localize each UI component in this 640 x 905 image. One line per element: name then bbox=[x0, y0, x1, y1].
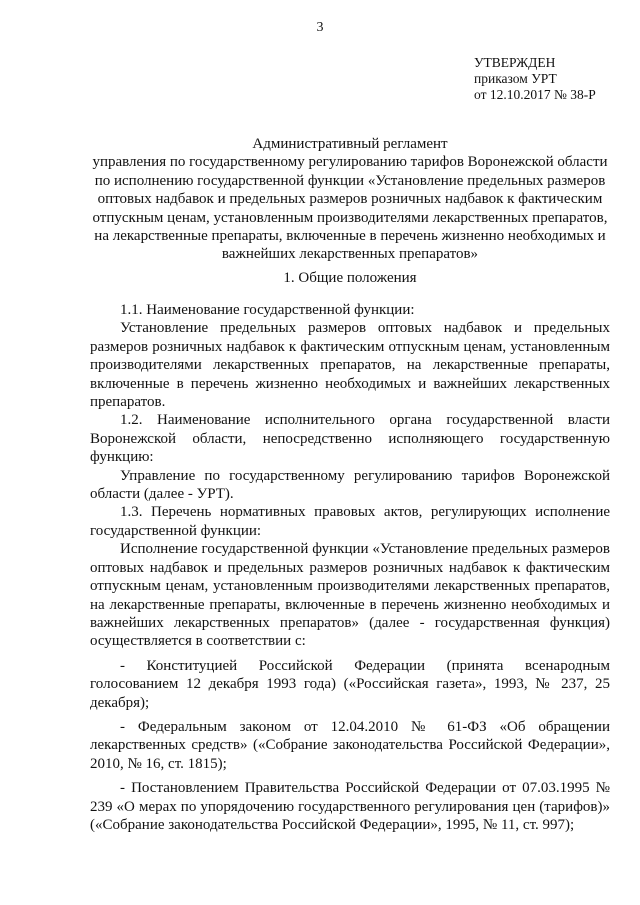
section-body bbox=[90, 301, 610, 834]
list-item: - Постановлением Правительства Российской Федерации от 07.03.1995 № 239 «О мерах по упорядочению государственного регулирования цен (тарифов)» («Собрание законодательства Российской Федерации», 1995, № 11, ст. 997); bbox=[90, 780, 610, 833]
section-heading: 1. Общие положения bbox=[283, 270, 417, 286]
paragraph: 1.3. Перечень нормативных правовых актов, регулирующих исполнение государственной функции: bbox=[90, 504, 610, 539]
approval-line-1: УТВЕРЖДЕН bbox=[474, 55, 556, 70]
paragraph: Установление предельных размеров оптовых надбавок и предельных размеров розничных надбавок к фактическим отпускным ценам, установленным производителями лекарственных препаратов, на лекарственные препараты, включенные в перечень жизненно необходимых и важнейших лекарственных препаратов. bbox=[90, 320, 610, 411]
paragraph: Управление по государственному регулированию тарифов Воронежской области (далее - УРТ). bbox=[90, 467, 610, 503]
approval-line-3: от 12.10.2017 № 38-Р bbox=[474, 87, 596, 102]
paragraph: Исполнение государственной функции «Установление предельных размеров оптовых надбавок и предельных размеров розничных надбавок к фактическим отпускным ценам, установленным производителями лекарственных препаратов, на лекарственные препараты, включенные в перечень жизненно необходимых и важнейших лекарственных препаратов» (далее - государственная функция) осуществляется в соответствии с: bbox=[90, 541, 610, 650]
page-number: 3 bbox=[316, 20, 324, 35]
approval-stamp bbox=[474, 55, 596, 103]
paragraph: 1.1. Наименование государственной функции: bbox=[120, 302, 415, 318]
document-title bbox=[90, 135, 610, 264]
list-item: - Федеральным законом от 12.04.2010 № 61-ФЗ «Об обращении лекарственных средств» («Собрание законодательства Российской Федерации», 2010, № 16, ст. 1815); bbox=[90, 718, 610, 772]
list-item: - Конституцией Российской Федерации (принята всенародным голосованием 12 декабря 1993 года) («Российская газета», 1993, № 237, 25 декабря); bbox=[90, 657, 610, 711]
title-line-2: управления по государственному регулированию тарифов Воронежской области по исполнению государственной функции «Установление предельных размеров оптовых надбавок и предельных размеров розничных надбавок к фактическим отпускным ценам, установленным производителями лекарственных препаратов, на лекарственные препараты, включенные в перечень жизненно необходимых и важнейших лекарственных препаратов» bbox=[92, 154, 608, 263]
paragraph: 1.2. Наименование исполнительного органа государственной власти Воронежской области, непосредственно исполняющего государственную функцию: bbox=[90, 412, 610, 466]
approval-line-2: приказом УРТ bbox=[474, 71, 557, 86]
title-line-1: Административный регламент bbox=[252, 136, 448, 152]
